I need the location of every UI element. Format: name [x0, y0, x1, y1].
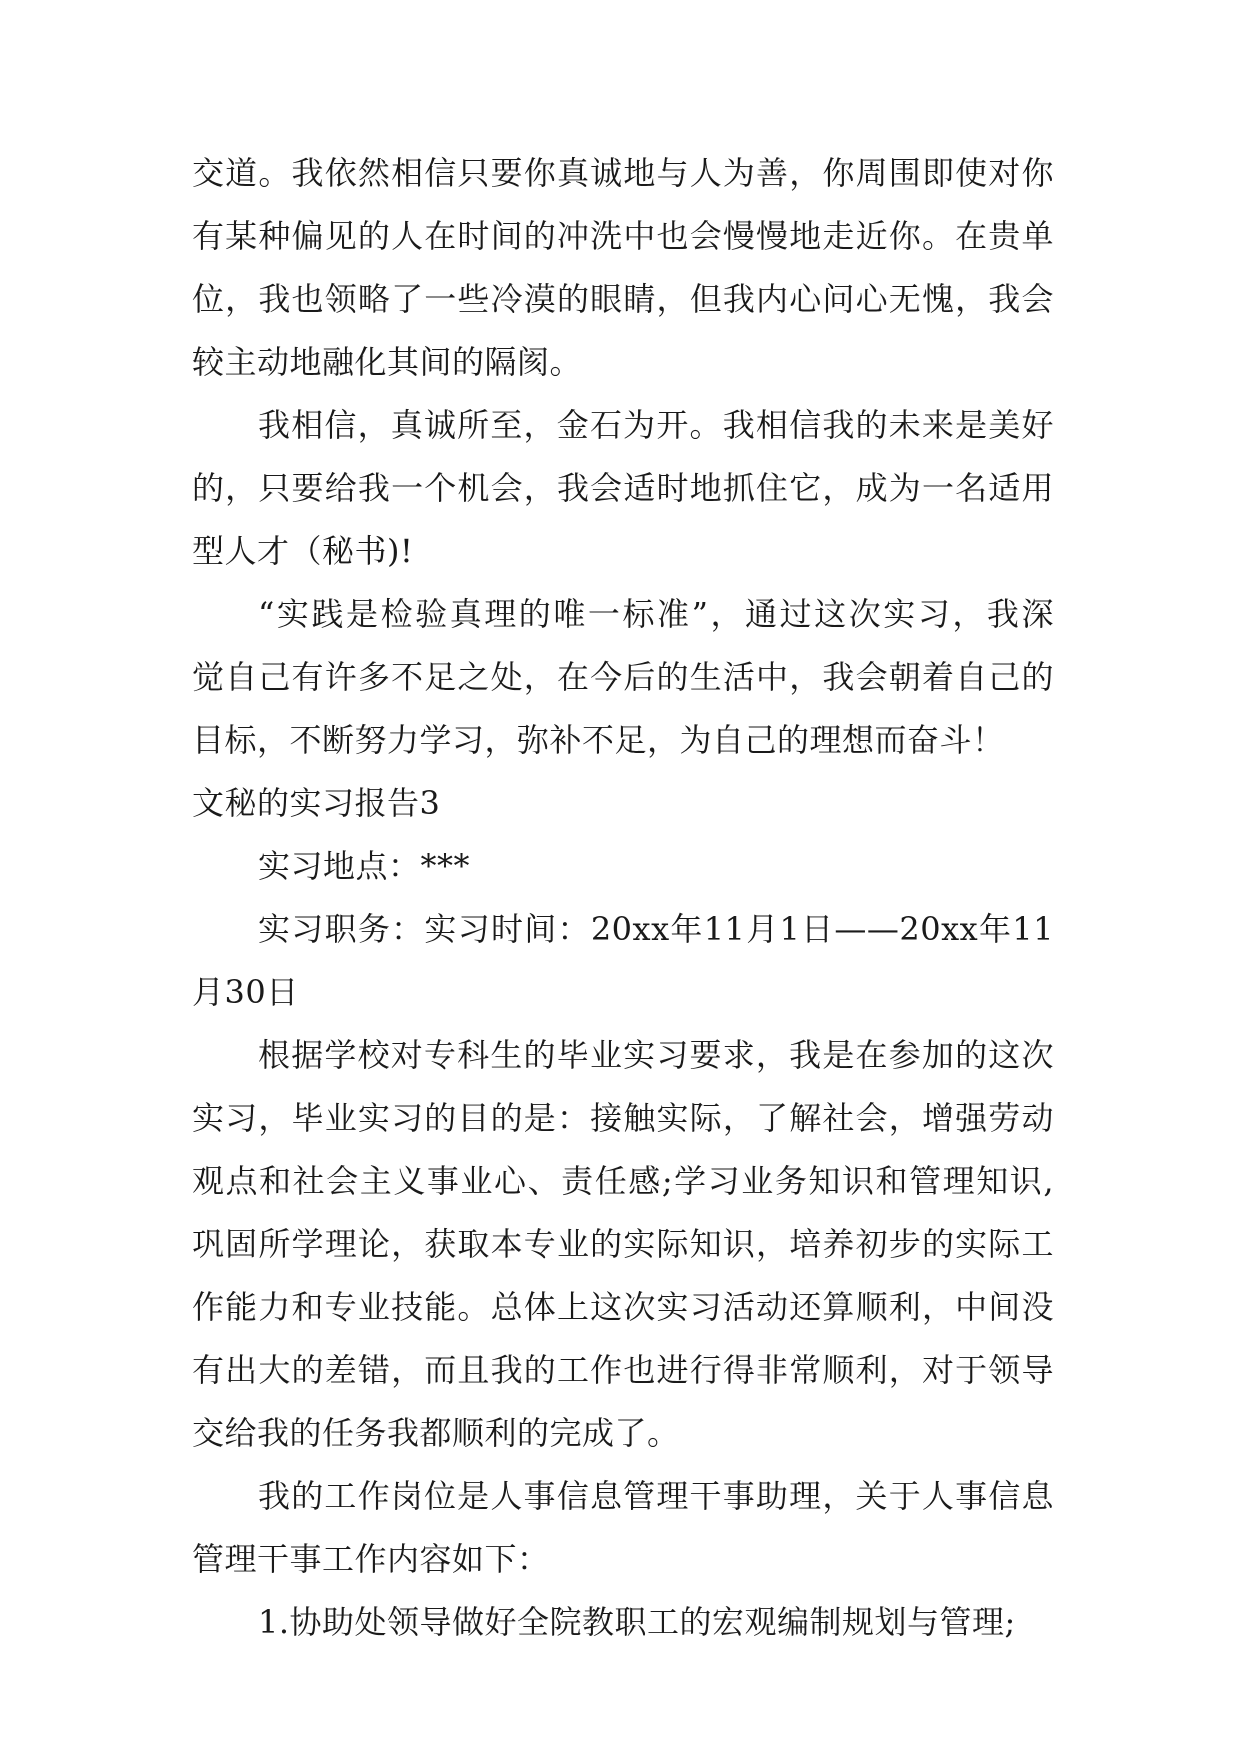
text-line: 月30日	[192, 973, 299, 1011]
text-line: 根据学校对专科生的毕业实习要求，我是在参加的这次	[258, 1036, 1054, 1074]
text-line: 实习，毕业实习的目的是：接触实际，了解社会，增强劳动	[192, 1099, 1054, 1137]
list-item: 1.协助处领导做好全院教职工的宏观编制规划与管理;	[258, 1603, 1016, 1641]
text-line: 较主动地融化其间的隔阂。	[192, 343, 583, 381]
text-line: 型人才（秘书)!	[192, 532, 414, 570]
document-page	[192, 142, 1054, 1654]
text-line: 觉自己有许多不足之处，在今后的生活中，我会朝着自己的	[192, 658, 1054, 696]
text-line: 观点和社会主义事业心、责任感;学习业务知识和管理知识,	[192, 1162, 1054, 1200]
text-line: 交道。我依然相信只要你真诚地与人为善，你周围即使对你	[192, 154, 1054, 192]
text-line: 巩固所学理论，获取本专业的实际知识，培养初步的实际工	[192, 1225, 1054, 1263]
text-line: “实践是检验真理的唯一标准”，通过这次实习，我深	[258, 595, 1054, 633]
section-heading: 文秘的实习报告3	[192, 784, 441, 822]
text-line: 交给我的任务我都顺利的完成了。	[192, 1414, 680, 1452]
text-line: 我相信，真诚所至，金石为开。我相信我的未来是美好	[258, 406, 1054, 444]
text-line: 有某种偏见的人在时间的冲洗中也会慢慢地走近你。在贵单	[192, 217, 1054, 255]
text-line: 作能力和专业技能。总体上这次实习活动还算顺利，中间没	[192, 1288, 1054, 1326]
text-line: 实习地点：***	[258, 847, 471, 885]
text-line: 实习职务：实习时间：20xx年11月1日——20xx年11	[258, 910, 1054, 948]
text-line: 目标，不断努力学习，弥补不足，为自己的理想而奋斗！	[192, 721, 1005, 759]
text-line: 管理干事工作内容如下：	[192, 1540, 550, 1578]
text-line: 有出大的差错，而且我的工作也进行得非常顺利，对于领导	[192, 1351, 1054, 1389]
text-line: 位，我也领略了一些冷漠的眼睛，但我内心问心无愧，我会	[192, 280, 1054, 318]
text-line: 我的工作岗位是人事信息管理干事助理，关于人事信息	[258, 1477, 1054, 1515]
text-line: 的，只要给我一个机会，我会适时地抓住它，成为一名适用	[192, 469, 1054, 507]
